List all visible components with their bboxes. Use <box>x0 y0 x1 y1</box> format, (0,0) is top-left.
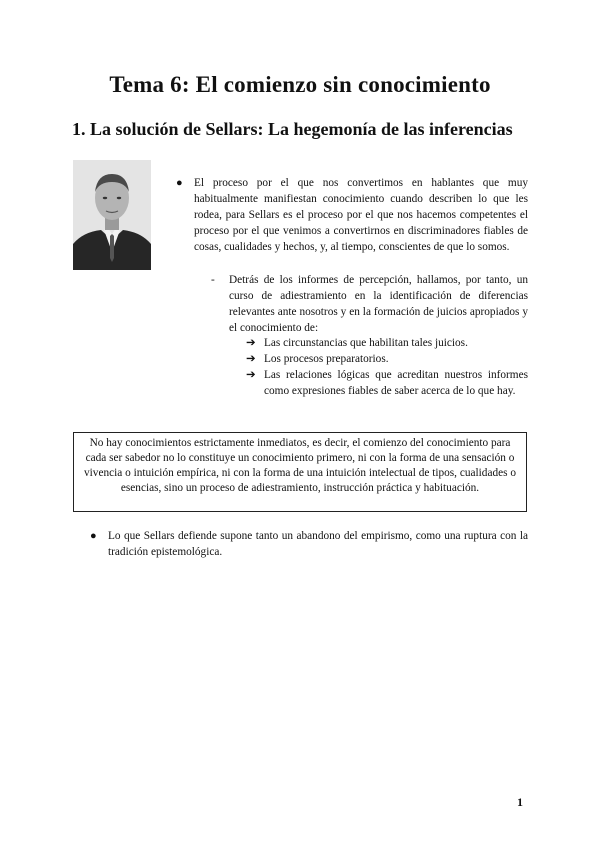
arrow-list-item: ➔ Los procesos preparatorios. <box>246 353 389 365</box>
page-title: Tema 6: El comienzo sin conocimiento <box>109 72 491 97</box>
arrow-right-icon: ➔ <box>246 353 256 365</box>
arrow-right-icon: ➔ <box>246 337 256 349</box>
boxed-statement: No hay conocimientos estrictamente inmediatos, es decir, el comienzo del conocimiento para cada ser sabedor no lo constituye un conocimiento primero, ni con la forma de una sensación o vivencia o intuición empírica, ni con la forma de una intuición intelectual de tipos, cualidades o esencias, sino un proceso de adiestramiento, instrucción práctica y habituación. <box>73 432 527 512</box>
arrow-list-item: ➔ Las relaciones lógicas que acreditan nuestros informes como expresiones fiables de saber acerca de lo que hay. <box>246 369 528 397</box>
portrait-photo <box>73 160 151 270</box>
page-number: 1 <box>517 795 523 809</box>
bullet-dot: ● <box>176 177 183 189</box>
bullet-paragraph: El proceso por el que nos convertimos en hablantes que muy habitualmente manifiestan conocimiento cuando describen lo que les rodea, para Sellars es el proceso por el que nos hacemos competentes el proceso por el que venimos a convertirnos en discriminadores fiables de cosas, cualidades y hechos, y, al tiempo, conscientes de que lo somos. <box>194 177 528 253</box>
arrow-list <box>246 335 528 399</box>
bullet-dot: ● <box>90 530 97 542</box>
sub-paragraph: Detrás de los informes de percepción, hallamos, por tanto, un curso de adiestramiento en la identificación de diferencias relevantes ante nosotros y en la formación de juicios apropiados y el conocimiento de: <box>229 274 528 334</box>
arrow-right-icon: ➔ <box>246 369 256 381</box>
section-heading: 1. La solución de Sellars: La hegemonía de las inferencias <box>72 119 513 139</box>
arrow-list-item: ➔ Las circunstancias que habilitan tales juicios. <box>246 337 468 349</box>
dash-marker: - <box>211 274 215 286</box>
bullet-paragraph: Lo que Sellars defiende supone tanto un abandono del empirismo, como una ruptura con la tradición epistemológica. <box>108 530 528 558</box>
